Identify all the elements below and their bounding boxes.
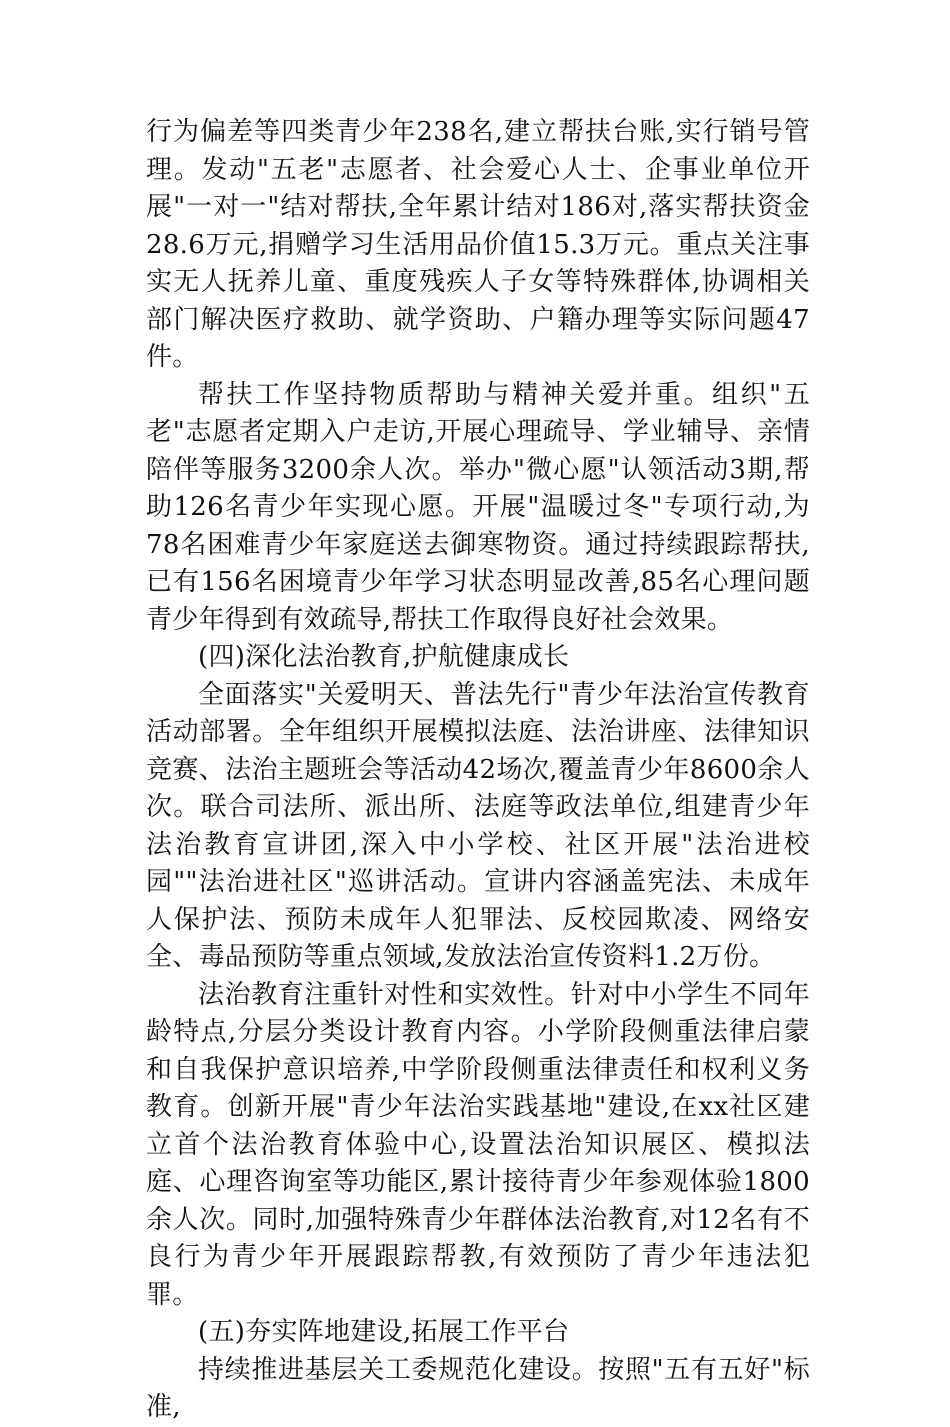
body-paragraph-5: 持续推进基层关工委规范化建设。按照"五有五好"标准, xyxy=(146,1354,810,1422)
body-paragraph-4: 法治教育注重针对性和实效性。针对中小学生不同年龄特点,分层分类设计教育内容。小学阶段侧重法律启蒙和自我保护意识培养,中学阶段侧重法律责任和权利义务教育。创新开展"青少年法治实践基地"建设,在xx社区建立首个法治教育体验中心,设置法治知识展区、模拟法庭、心理咨询室等功能区,累计接待青少年参观体验1800余人次。同时,加强特殊青少年群体法治教育,对12名有不良行为青少年开展跟踪帮教,有效预防了青少年违法犯罪。 xyxy=(146,979,810,1310)
section-heading-5: (五)夯实阵地建设,拓展工作平台 xyxy=(198,1317,570,1347)
document-page xyxy=(146,114,810,1427)
body-paragraph-1: 行为偏差等四类青少年238名,建立帮扶台账,实行销号管理。发动"五老"志愿者、社会爱心人士、企事业单位开展"一对一"结对帮扶,全年累计结对186对,落实帮扶资金28.6万元,捐赠学习生活用品价值15.3万元。重点关注事实无人抚养儿童、重度残疾人子女等特殊群体,协调相关部门解决医疗救助、就学资助、户籍办理等实际问题47件。 xyxy=(146,117,810,372)
body-paragraph-2: 帮扶工作坚持物质帮助与精神关爱并重。组织"五老"志愿者定期入户走访,开展心理疏导、学业辅导、亲情陪伴等服务3200余人次。举办"微心愿"认领活动3期,帮助126名青少年实现心愿。开展"温暖过冬"专项行动,为78名困难青少年家庭送去御寒物资。通过持续跟踪帮扶,已有156名困境青少年学习状态明显改善,85名心理问题青少年得到有效疏导,帮扶工作取得良好社会效果。 xyxy=(146,379,810,635)
body-paragraph-3: 全面落实"关爱明天、普法先行"青少年法治宣传教育活动部署。全年组织开展模拟法庭、法治讲座、法律知识竞赛、法治主题班会等活动42场次,覆盖青少年8600余人次。联合司法所、派出所、法庭等政法单位,组建青少年法治教育宣讲团,深入中小学校、社区开展"法治进校园""法治进社区"巡讲活动。宣讲内容涵盖宪法、未成年人保护法、预防未成年人犯罪法、反校园欺凌、网络安全、毒品预防等重点领域,发放法治宣传资料1.2万份。 xyxy=(146,679,810,972)
section-heading-4: (四)深化法治教育,护航健康成长 xyxy=(198,642,570,672)
